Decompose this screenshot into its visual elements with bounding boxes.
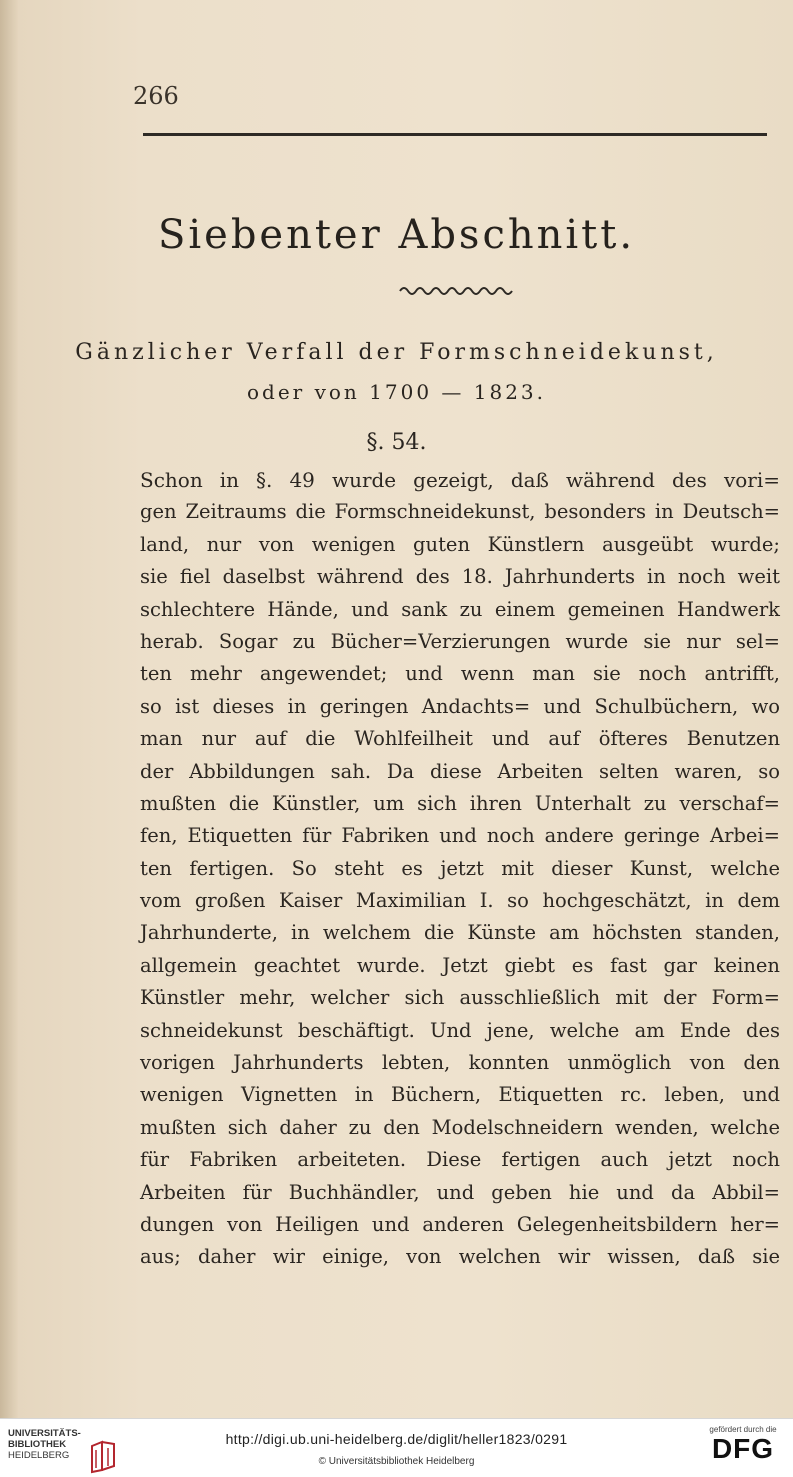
text-line: fen, Etiquetten für Fabriken und noch andere geringe Arbei=: [140, 824, 780, 848]
text-line: schlechtere Hände, und sank zu einem gemeinen Handwerk: [140, 597, 780, 621]
body-text: [140, 464, 780, 1274]
chapter-date-range: oder von 1700 — 1823.: [246, 380, 547, 404]
copyright-notice: © Universitätsbibliothek Heidelberg: [318, 1456, 475, 1467]
header-rule: [143, 133, 767, 136]
chapter-subtitle: Gänzlicher Verfall der Formschneidekunst,: [75, 340, 718, 365]
footer-bar: [0, 1418, 793, 1477]
text-line: man nur auf die Wohlfeilheit und auf öfteres Benutzen: [140, 727, 780, 751]
text-line: dungen von Heiligen und anderen Gelegenheitsbildern her=: [140, 1212, 780, 1236]
text-line: Arbeiten für Buchhändler, und geben hie und da Abbil=: [140, 1180, 780, 1204]
funder-label: gefördert durch die: [709, 1425, 777, 1434]
ornament-divider: [398, 285, 514, 297]
text-line: mußten sich daher zu den Modelschneidern wenden, welche: [140, 1115, 780, 1139]
page-number: 266: [133, 82, 179, 110]
library-name-line: UNIVERSITÄTS-: [8, 1428, 81, 1439]
text-line: gen Zeitraums die Formschneidekunst, besonders in Deutsch=: [140, 500, 780, 524]
text-line: ten mehr angewendet; und wenn man sie noch antrifft,: [140, 662, 780, 686]
text-line: ten fertigen. So steht es jetzt mit dieser Kunst, welche: [140, 856, 780, 880]
text-line: wenigen Vignetten in Büchern, Etiquetten rc. leben, und: [140, 1083, 780, 1107]
text-line: sie fiel daselbst während des 18. Jahrhunderts in noch weit: [140, 565, 780, 589]
text-line: vorigen Jahrhunderts lebten, konnten unmöglich von den: [140, 1051, 780, 1075]
library-name-line: HEIDELBERG: [8, 1450, 70, 1461]
dfg-logo: DFG: [711, 1433, 775, 1464]
funder-logo[interactable]: [707, 1425, 779, 1464]
text-line: für Fabriken arbeiteten. Diese fertigen auch jetzt noch: [140, 1148, 780, 1172]
text-line: der Abbildungen sah. Da diese Arbeiten selten waren, so: [140, 759, 780, 783]
library-name-line: BIBLIOTHEK: [8, 1439, 67, 1450]
text-line: allgemein geachtet wurde. Jetzt giebt es fast gar keinen: [140, 953, 780, 977]
text-line: herab. Sogar zu Bücher=Verzierungen wurde sie nur sel=: [140, 629, 780, 653]
text-line: Schon in §. 49 wurde gezeigt, daß während des vori=: [140, 468, 780, 492]
text-line: land, nur von wenigen guten Künstlern ausgeübt wurde;: [140, 532, 780, 556]
text-line: vom großen Kaiser Maximilian I. so hochgeschätzt, in dem: [140, 889, 780, 913]
chapter-title: Siebenter Abschnitt.: [157, 212, 636, 258]
text-line: schneidekunst beschäftigt. Und jene, welche am Ende des: [140, 1018, 780, 1042]
text-line: mußten die Künstler, um sich ihren Unterhalt zu verschaf=: [140, 791, 780, 815]
text-line: Jahrhunderte, in welchem die Künste am höchsten standen,: [140, 921, 780, 945]
text-line: aus; daher wir einige, von welchen wir wissen, daß sie: [140, 1245, 780, 1269]
text-line: Künstler mehr, welcher sich ausschließlich mit der Form=: [140, 986, 780, 1010]
permalink-url[interactable]: http://digi.ub.uni-heidelberg.de/diglit/heller1823/0291: [225, 1431, 568, 1447]
text-line: so ist dieses in geringen Andachts= und Schulbüchern, wo: [140, 694, 780, 718]
section-number: §. 54.: [366, 430, 427, 455]
